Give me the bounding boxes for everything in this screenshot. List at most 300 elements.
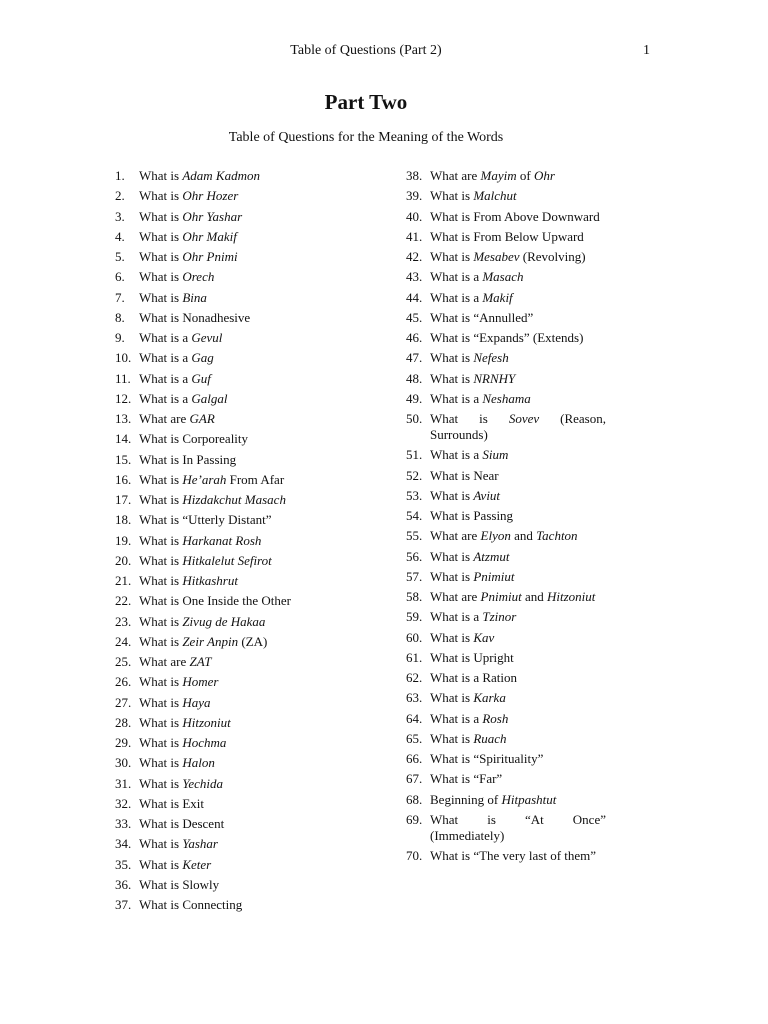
item-text — [139, 695, 385, 711]
list-item — [406, 812, 606, 844]
item-number: 50. — [406, 411, 423, 426]
term-italic: Ruach — [473, 730, 507, 746]
text-segment: What is Corporeality — [139, 431, 249, 447]
list-item — [115, 411, 385, 427]
item-text — [430, 609, 606, 625]
text-segment: What is “Expands” (Extends) — [430, 330, 584, 345]
list-item — [406, 168, 606, 184]
item-text — [139, 290, 385, 306]
item-number: 21. — [115, 573, 132, 588]
item-text — [430, 549, 606, 565]
item-text — [139, 330, 385, 346]
term-italic: Neshama — [482, 390, 531, 406]
item-number: 49. — [406, 390, 423, 406]
term-italic: Mayim — [480, 168, 517, 183]
item-number: 34. — [115, 836, 132, 852]
item-number: 31. — [115, 775, 132, 791]
list-item — [115, 634, 385, 650]
list-item — [115, 796, 385, 812]
text-segment: What is “Far” — [430, 771, 503, 787]
item-text — [430, 269, 606, 285]
item-number: 33. — [115, 816, 132, 831]
term-italic: Yashar — [182, 836, 218, 852]
item-text — [430, 229, 606, 245]
text-segment: What is — [430, 411, 509, 426]
text-segment: What is — [139, 228, 183, 244]
term-italic: Pnimiut — [473, 568, 515, 584]
list-item — [406, 569, 606, 585]
text-segment: What is “The very last of them” — [430, 848, 597, 863]
term-italic: Sium — [482, 447, 509, 463]
list-item — [115, 553, 385, 569]
term-italic: Halon — [182, 755, 215, 771]
item-text — [139, 796, 385, 812]
item-text — [139, 350, 385, 366]
term-italic: Harkanat Rosh — [182, 532, 262, 548]
item-number: 45. — [406, 309, 423, 325]
item-number: 66. — [406, 751, 423, 766]
text-segment: What are — [430, 528, 481, 544]
item-text — [139, 452, 385, 468]
term-italic: GAR — [189, 411, 215, 426]
list-item — [406, 609, 606, 625]
term-italic: ZAT — [189, 654, 212, 669]
text-segment: What is — [139, 532, 183, 548]
text-segment: (Reason, Surrounds) — [430, 411, 606, 442]
term-italic: Masach — [482, 269, 524, 285]
term-italic: Tzinor — [482, 609, 517, 625]
item-number: 65. — [406, 730, 423, 746]
list-item — [115, 897, 385, 913]
item-text — [139, 776, 385, 792]
text-segment: What are — [430, 589, 481, 604]
item-number: 58. — [406, 589, 423, 604]
text-segment: What is Exit — [139, 795, 204, 811]
text-segment: What are — [430, 168, 481, 183]
text-segment: What is “Spirituality” — [430, 751, 544, 766]
term-italic: Zivug de Hakaa — [182, 613, 266, 629]
item-text — [139, 634, 385, 650]
text-segment: What is “At Once” (Immediately) — [430, 811, 606, 843]
list-item — [115, 330, 385, 346]
text-segment: What is a — [430, 289, 483, 305]
term-italic: Kav — [473, 629, 495, 645]
list-item — [115, 371, 385, 387]
term-italic: Mesabev — [473, 249, 520, 264]
text-segment: What is — [430, 629, 474, 645]
item-text — [139, 391, 385, 407]
item-number: 64. — [406, 710, 423, 726]
text-segment: What is — [430, 370, 474, 386]
item-text — [430, 528, 606, 544]
item-text — [430, 670, 606, 686]
text-segment: What is In Passing — [139, 451, 237, 467]
item-text — [139, 209, 385, 225]
text-segment: What is — [139, 735, 183, 750]
text-segment: What is — [139, 471, 183, 487]
item-number: 69. — [406, 811, 423, 827]
item-text — [139, 897, 385, 913]
item-number: 55. — [406, 528, 423, 544]
term-italic: Rosh — [482, 710, 509, 726]
text-segment: What is a — [139, 330, 192, 345]
item-number: 1. — [115, 168, 125, 183]
item-number: 17. — [115, 492, 132, 507]
item-text — [430, 848, 606, 864]
item-text — [139, 188, 385, 204]
item-number: 59. — [406, 609, 423, 625]
item-text — [139, 371, 385, 387]
page-subtitle: Table of Questions for the Meaning of the Words — [228, 130, 504, 145]
item-text — [139, 654, 385, 670]
item-number: 46. — [406, 330, 423, 345]
list-item — [406, 549, 606, 565]
term-italic: Hitpashtut — [501, 791, 557, 807]
list-item — [406, 731, 606, 747]
list-item — [406, 711, 606, 727]
list-item — [115, 290, 385, 306]
list-item — [115, 492, 385, 508]
term-italic: Karka — [473, 690, 506, 706]
list-item — [406, 528, 606, 544]
list-item — [406, 447, 606, 463]
item-text — [430, 310, 606, 326]
text-segment: What is a — [430, 390, 483, 406]
list-item — [406, 848, 606, 864]
item-text — [139, 877, 385, 893]
item-number: 57. — [406, 568, 423, 584]
text-segment: What is a — [430, 269, 483, 285]
item-text — [139, 512, 385, 528]
list-item — [115, 654, 385, 670]
item-number: 22. — [115, 593, 132, 609]
item-text — [430, 488, 606, 504]
item-number: 47. — [406, 350, 423, 366]
list-item — [115, 614, 385, 630]
item-number: 63. — [406, 690, 423, 706]
list-item — [406, 391, 606, 407]
term-italic: Guf — [191, 370, 211, 386]
item-number: 30. — [115, 755, 132, 771]
item-number: 36. — [115, 876, 132, 892]
item-text — [430, 350, 606, 366]
text-segment: and — [510, 528, 537, 544]
item-number: 27. — [115, 694, 132, 710]
list-item — [115, 168, 385, 184]
item-number: 62. — [406, 670, 423, 685]
item-number: 42. — [406, 249, 423, 264]
item-number: 16. — [115, 471, 132, 487]
item-text — [430, 468, 606, 484]
text-segment: of — [516, 168, 534, 183]
item-number: 9. — [115, 330, 125, 345]
term-italic: Hitkashrut — [182, 573, 238, 588]
text-segment: and — [521, 589, 547, 604]
item-number: 48. — [406, 370, 423, 386]
list-item — [115, 452, 385, 468]
question-list-right — [406, 168, 606, 868]
item-text — [139, 310, 385, 326]
item-number: 26. — [115, 674, 132, 690]
term-italic: Ohr Pnimi — [182, 249, 238, 264]
text-segment: What is From Below Upward — [430, 228, 584, 244]
text-segment: What is — [139, 168, 183, 183]
item-text — [139, 593, 385, 609]
item-text — [430, 411, 606, 443]
page-number: 1 — [643, 43, 650, 58]
item-number: 43. — [406, 269, 423, 285]
item-text — [430, 690, 606, 706]
text-segment: What is a — [430, 710, 483, 726]
term-italic: Hitzoniut — [182, 714, 231, 730]
text-segment: What is — [430, 690, 474, 706]
list-item — [406, 249, 606, 265]
item-text — [430, 711, 606, 727]
item-text — [430, 569, 606, 585]
item-text — [430, 371, 606, 387]
item-number: 35. — [115, 856, 132, 872]
list-item — [115, 229, 385, 245]
list-item — [115, 249, 385, 265]
item-text — [139, 168, 385, 184]
term-italic: Ohr — [533, 168, 555, 183]
text-segment: Beginning of — [430, 791, 502, 807]
list-item — [115, 715, 385, 731]
item-text — [430, 630, 606, 646]
text-segment: From Afar — [226, 471, 285, 487]
list-item — [406, 488, 606, 504]
item-number: 32. — [115, 795, 132, 811]
list-item — [406, 290, 606, 306]
term-italic: Ohr Hozer — [182, 188, 239, 204]
term-italic: Hizdakchut Masach — [182, 492, 286, 507]
item-number: 67. — [406, 771, 423, 787]
item-number: 41. — [406, 228, 423, 244]
list-item — [115, 755, 385, 771]
text-segment: What is Near — [430, 467, 499, 483]
item-text — [139, 715, 385, 731]
item-number: 51. — [406, 447, 423, 463]
item-number: 19. — [115, 532, 132, 548]
item-number: 3. — [115, 208, 125, 224]
item-text — [139, 229, 385, 245]
item-text — [139, 249, 385, 265]
text-segment: What is — [139, 289, 183, 305]
term-italic: Elyon — [480, 528, 511, 544]
item-text — [430, 188, 606, 204]
text-segment: What is Connecting — [139, 897, 243, 912]
item-number: 2. — [115, 188, 125, 204]
list-item — [406, 751, 606, 767]
text-segment: What is — [139, 836, 183, 852]
term-italic: Adam Kadmon — [182, 168, 260, 183]
item-text — [430, 650, 606, 666]
list-item — [115, 472, 385, 488]
text-segment: What is — [139, 856, 183, 872]
list-item — [115, 350, 385, 366]
running-header: Table of Questions (Part 2) — [290, 43, 442, 58]
list-item — [115, 431, 385, 447]
item-number: 52. — [406, 467, 423, 483]
list-item — [406, 508, 606, 524]
item-number: 6. — [115, 269, 125, 285]
term-italic: Yechida — [182, 775, 224, 791]
term-italic: Ohr Yashar — [182, 208, 243, 224]
item-text — [139, 553, 385, 569]
item-number: 61. — [406, 649, 423, 665]
term-italic: Gevul — [191, 330, 223, 345]
item-number: 23. — [115, 613, 132, 629]
list-item — [406, 589, 606, 605]
list-item — [115, 857, 385, 873]
item-text — [430, 391, 606, 407]
text-segment: What is a Ration — [430, 670, 518, 685]
list-item — [406, 411, 606, 443]
list-item — [115, 593, 385, 609]
item-text — [430, 589, 606, 605]
list-item — [115, 310, 385, 326]
list-item — [115, 209, 385, 225]
term-italic: Keter — [182, 856, 212, 872]
question-list-left — [115, 168, 385, 917]
list-item — [115, 512, 385, 528]
item-number: 13. — [115, 411, 132, 426]
text-segment: What is “Utterly Distant” — [139, 512, 272, 528]
text-segment: What are — [139, 654, 190, 669]
item-text — [139, 431, 385, 447]
list-item — [406, 371, 606, 387]
text-segment: What is Upright — [430, 649, 514, 665]
list-item — [406, 630, 606, 646]
list-item — [406, 229, 606, 245]
text-segment: (Revolving) — [519, 249, 586, 264]
item-number: 11. — [115, 370, 131, 386]
term-italic: NRNHY — [473, 370, 516, 386]
item-text — [139, 735, 385, 751]
item-text — [430, 330, 606, 346]
list-item — [115, 391, 385, 407]
list-item — [406, 188, 606, 204]
list-item — [406, 792, 606, 808]
item-number: 18. — [115, 512, 132, 528]
text-segment: What is — [139, 633, 183, 649]
item-number: 25. — [115, 654, 132, 669]
list-item — [115, 533, 385, 549]
item-text — [430, 751, 606, 767]
term-italic: Nefesh — [473, 350, 509, 366]
text-segment: What is — [139, 755, 183, 771]
item-text — [139, 836, 385, 852]
item-number: 37. — [115, 897, 132, 912]
term-italic: Hitzoniut — [546, 589, 596, 604]
item-number: 40. — [406, 208, 423, 224]
item-text — [139, 533, 385, 549]
text-segment: What is a — [430, 447, 483, 463]
list-item — [406, 209, 606, 225]
list-item — [406, 468, 606, 484]
item-text — [430, 290, 606, 306]
list-item — [406, 269, 606, 285]
text-segment: What are — [139, 411, 190, 426]
text-segment: What is — [430, 350, 474, 366]
text-segment: What is — [139, 249, 183, 264]
term-italic: Bina — [182, 289, 207, 305]
text-segment: What is a — [139, 390, 192, 406]
text-segment: What is — [139, 269, 183, 285]
item-number: 38. — [406, 168, 423, 183]
item-number: 5. — [115, 249, 125, 264]
list-item — [115, 695, 385, 711]
list-item — [115, 836, 385, 852]
item-number: 14. — [115, 431, 132, 447]
text-segment: (ZA) — [238, 633, 268, 649]
item-text — [139, 492, 385, 508]
item-text — [139, 614, 385, 630]
item-number: 15. — [115, 451, 132, 467]
term-italic: Ohr Makif — [182, 228, 237, 244]
term-italic: Zeir Anpin — [182, 633, 239, 649]
text-segment: What is Descent — [139, 816, 225, 831]
item-text — [430, 447, 606, 463]
term-italic: Sovev — [508, 411, 540, 426]
list-item — [406, 330, 606, 346]
item-number: 56. — [406, 548, 423, 564]
item-number: 39. — [406, 188, 423, 204]
list-item — [115, 776, 385, 792]
list-item — [406, 690, 606, 706]
item-number: 29. — [115, 735, 132, 750]
list-item — [115, 573, 385, 589]
text-segment: What is — [430, 548, 474, 564]
term-italic: Hitkalelut Sefirot — [182, 552, 272, 568]
item-text — [139, 573, 385, 589]
text-segment: What is — [430, 249, 474, 264]
text-segment: What is — [430, 730, 474, 746]
text-segment: What is a — [139, 350, 192, 366]
item-text — [139, 674, 385, 690]
item-text — [430, 812, 606, 844]
text-segment: What is Nonadhesive — [139, 309, 251, 325]
list-item — [115, 877, 385, 893]
term-italic: Makif — [482, 289, 513, 305]
item-number: 60. — [406, 629, 423, 645]
term-italic: Haya — [182, 694, 211, 710]
text-segment: What is From Above Downward — [430, 208, 600, 224]
list-item — [406, 350, 606, 366]
text-segment: What is Slowly — [139, 876, 220, 892]
item-text — [430, 731, 606, 747]
item-number: 12. — [115, 390, 132, 406]
term-italic: Pnimiut — [480, 589, 522, 604]
item-text — [430, 792, 606, 808]
item-number: 68. — [406, 791, 423, 807]
text-segment: What is — [139, 714, 183, 730]
item-number: 44. — [406, 289, 423, 305]
item-number: 7. — [115, 289, 125, 305]
text-segment: What is — [139, 188, 183, 204]
list-item — [115, 269, 385, 285]
term-italic: Aviut — [473, 487, 501, 503]
text-segment: What is — [139, 775, 183, 791]
term-italic: Orech — [182, 269, 215, 285]
term-italic: Tachton — [536, 528, 578, 544]
item-text — [430, 168, 606, 184]
item-text — [139, 816, 385, 832]
text-segment: What is One Inside the Other — [139, 593, 291, 609]
list-item — [406, 650, 606, 666]
text-segment: What is — [139, 694, 183, 710]
item-number: 20. — [115, 552, 132, 568]
